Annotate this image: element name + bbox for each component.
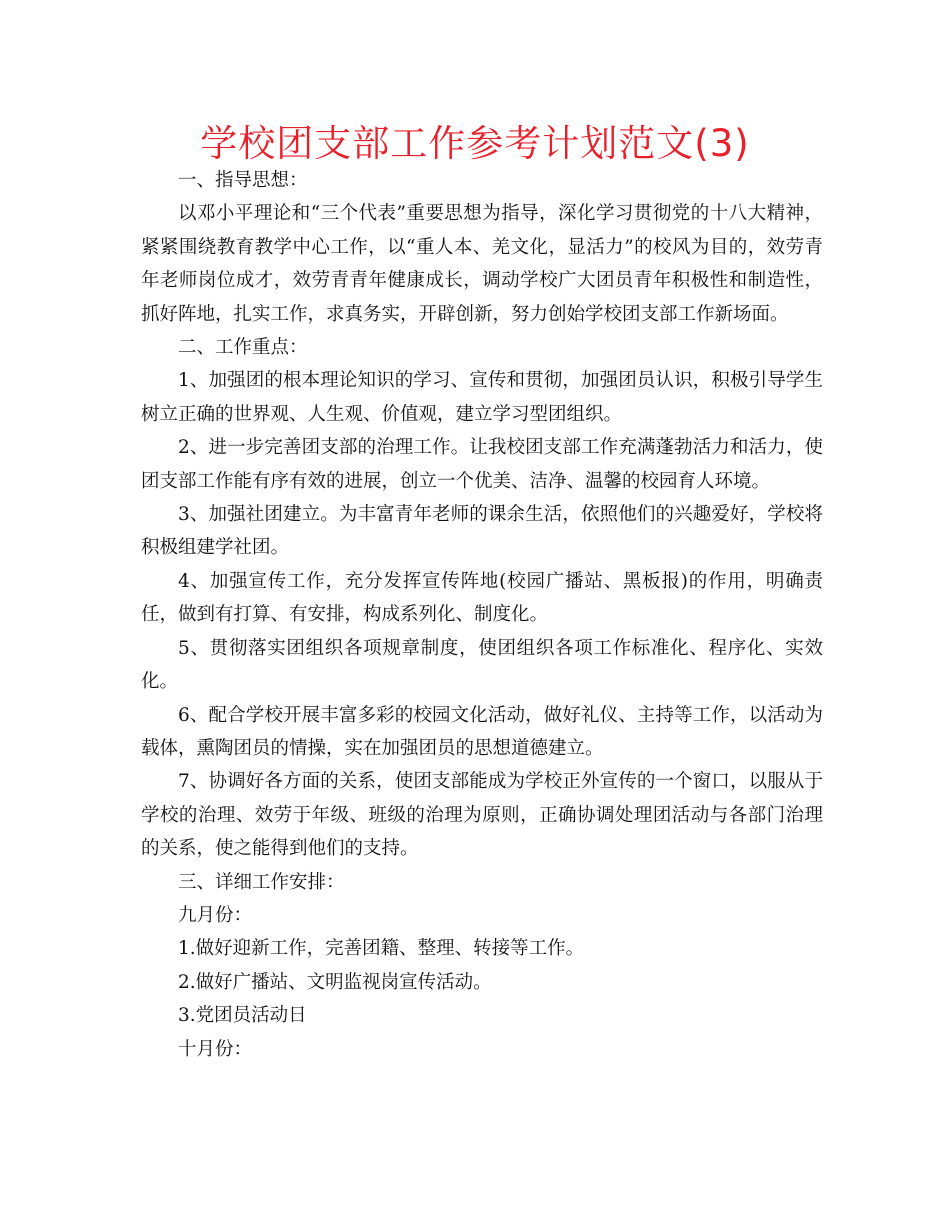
document-body — [141, 164, 823, 1066]
section-heading-work-schedule: 三、详细工作安排： — [178, 871, 345, 893]
schedule-item-1: 1.做好迎新工作，完善团籍、整理、转接等工作。 — [178, 938, 585, 960]
month-heading-october: 十月份： — [178, 1038, 253, 1060]
section-heading-work-focus: 二、工作重点： — [178, 337, 308, 359]
work-focus-item-2: 2、进一步完善团支部的治理工作。让我校团支部工作充满蓬勃活力和活力，使团支部工作能有序有效的进展，创立一个优美、洁净、温馨的校园育人环境。 — [141, 437, 823, 492]
month-heading-september: 九月份： — [178, 904, 253, 926]
work-focus-item-1: 1、加强团的根本理论知识的学习、宣传和贯彻，加强团员认识，积极引导学生树立正确的世界观、人生观、价值观，建立学习型团组织。 — [141, 370, 823, 425]
work-focus-item-5: 5、贯彻落实团组织各项规章制度，使团组织各项工作标准化、程序化、实效化。 — [141, 637, 823, 693]
work-focus-item-7: 7、协调好各方面的关系，使团支部能成为学校正外宣传的一个窗口，以服从于学校的治理、效劳于年级、班级的治理为原则，正确协调处理团活动与各部门治理的关系，使之能得到他们的支持。 — [141, 771, 823, 860]
paragraph-guiding-ideology: 以邓小平理论和“三个代表”重要思想为指导，深化学习贯彻党的十八大精神，紧紧围绕教育教学中心工作，以“重人本、羌文化，显活力”的校风为目的，效劳青年老师岗位成才，效劳青青年健康成长，调动学校广大团员青年积极性和制造性，抓好阵地，扎实工作，求真务实，开辟创新，努力创始学校团支部工作新场面。 — [141, 203, 823, 325]
section-heading-guiding-ideology: 一、指导思想： — [178, 170, 308, 191]
schedule-item-2: 2.做好广播站、文明监视岗宣传活动。 — [178, 971, 492, 993]
work-focus-item-6: 6、配合学校开展丰富多彩的校园文化活动，做好礼仪、主持等工作，以活动为载体，熏陶团员的情操，实在加强团员的思想道德建立。 — [141, 704, 823, 759]
work-focus-item-4: 4、加强宣传工作，充分发挥宣传阵地(校园广播站、黑板报)的作用，明确责任，做到有打算、有安排，构成系列化、制度化。 — [141, 570, 823, 626]
work-focus-item-3: 3、加强社团建立。为丰富青年老师的课余生活，依照他们的兴趣爱好，学校将积极组建学社团。 — [141, 504, 823, 559]
document-title: 学校团支部工作参考计划范文(3) — [200, 122, 750, 165]
schedule-item-3: 3.党团员活动日 — [178, 1005, 307, 1027]
